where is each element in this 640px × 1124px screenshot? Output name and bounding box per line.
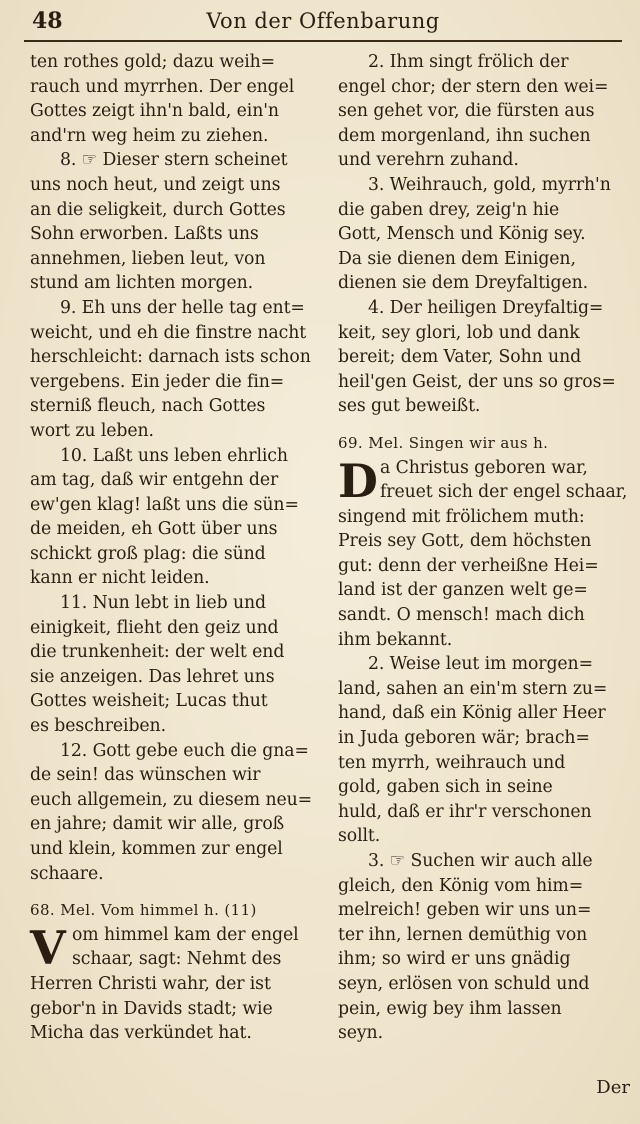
hymn-68-lines [30, 920, 322, 1046]
text-line: engel chor; der stern den wei= [338, 76, 609, 97]
text-line: ter ihn, lernen demüthig von [338, 924, 588, 945]
text-line: Da sie dienen dem Einigen, [338, 248, 576, 269]
text-line: 3. Weihrauch, gold, myrrh'n [368, 174, 611, 195]
text-line: 10. Laßt uns leben ehrlich [60, 445, 288, 466]
text-line: 8. ☞ Dieser stern scheinet [60, 150, 288, 171]
text-line: ses gut beweißt. [338, 396, 481, 417]
text-line: ihm bekannt. [338, 629, 453, 650]
text-line: die trunkenheit: der welt end [30, 642, 285, 663]
text-line: sterniß fleuch, nach Gottes [30, 396, 266, 417]
text-line: seyn, erlösen von schuld und [338, 973, 590, 994]
text-line: melreich! geben wir uns un= [338, 900, 592, 921]
text-line: 11. Nun lebt in lieb und [60, 593, 267, 614]
text-line: am tag, daß wir entgehn der [30, 470, 279, 491]
text-line: sollt. [338, 826, 381, 847]
text-line: sandt. O mensch! mach dich [338, 605, 585, 626]
text-line: uns noch heut, und zeigt uns [30, 174, 281, 195]
text-line: ew'gen klag! laßt uns die sün= [30, 494, 299, 515]
text-line: ten myrrh, weihrauch und [338, 752, 566, 773]
text-line: Sohn erworben. Laßts uns [30, 224, 259, 245]
text-line: bereit; dem Vater, Sohn und [338, 347, 582, 368]
text-line: land ist der ganzen welt ge= [338, 580, 588, 601]
text-line: es beschreiben. [30, 716, 166, 737]
text-line: Gottes zeigt ihn'n bald, ein'n [30, 101, 279, 122]
text-line: hand, daß ein König aller Heer [338, 703, 606, 724]
hymn-69-body [338, 453, 630, 1046]
text-line: 4. Der heiligen Dreyfaltig= [368, 297, 604, 318]
text-line: seyn. [338, 1023, 383, 1044]
spacer [338, 419, 630, 431]
left-column [30, 50, 322, 1110]
text-line: singend mit frölichem muth: [338, 506, 585, 527]
text-line: gleich, den König vom him= [338, 875, 584, 896]
text-line: gold, gaben sich in seine [338, 777, 553, 798]
text-line: 12. Gott gebe euch die gna= [60, 740, 309, 761]
text-line: weicht, und eh die finstre nacht [30, 322, 307, 343]
text-line: pein, ewig bey ihm lassen [338, 998, 562, 1019]
hymn-69-lines [338, 453, 630, 1046]
text-line: a Christus geboren war, [380, 457, 588, 478]
text-line: freuet sich der engel schaar, [380, 482, 628, 503]
text-line: annehmen, lieben leut, von [30, 248, 266, 269]
text-line: sie anzeigen. Das lehret uns [30, 666, 275, 687]
text-line: Herren Christi wahr, der ist [30, 973, 271, 994]
text-line: gebor'n in Davids stadt; wie [30, 998, 273, 1019]
text-line: schickt groß plag: die sünd [30, 543, 266, 564]
text-line: keit, sey glori, lob und dank [338, 322, 580, 343]
text-line: Preis sey Gott, dem höchsten [338, 531, 592, 552]
text-line: heil'gen Geist, der uns so gros= [338, 371, 616, 392]
text-line: de meiden, eh Gott über uns [30, 519, 278, 540]
spacer [30, 886, 322, 898]
right-column [338, 50, 630, 1110]
hymn-68-heading: 68. Mel. Vom himmel h. (11) [30, 901, 257, 920]
text-line: rauch und myrrhen. Der engel [30, 76, 295, 97]
text-line: dienen sie dem Dreyfaltigen. [338, 273, 588, 294]
text-line: kann er nicht leiden. [30, 568, 210, 589]
text-line: wort zu leben. [30, 420, 154, 441]
catchword: Der [596, 1077, 630, 1098]
text-line: und klein, kommen zur engel [30, 839, 283, 859]
text-line: einigkeit, flieht den geiz und [30, 617, 279, 638]
text-line: land, sahen an ein'm stern zu= [338, 678, 608, 699]
running-title: Von der Offenbarung [206, 9, 440, 33]
text-line: gut: denn der verheißne Hei= [338, 555, 599, 576]
text-line: om himmel kam der engel [72, 924, 299, 945]
text-line: und verehrn zuhand. [338, 150, 519, 171]
text-line: sen gehet vor, die fürsten aus [338, 101, 595, 122]
hymn-68-dropcap: V [30, 920, 66, 975]
left-column-text [30, 50, 322, 886]
text-line: dem morgenland, ihn suchen [338, 125, 591, 146]
text-line: and'rn weg heim zu ziehen. [30, 125, 269, 146]
right-column-text [338, 50, 630, 419]
hymn-68-body [30, 920, 322, 1046]
text-line: herschleicht: darnach ists schon [30, 347, 311, 368]
page-number: 48 [32, 8, 63, 34]
text-line: euch allgemein, zu diesem neu= [30, 789, 313, 810]
text-line: vergebens. Ein jeder die fin= [30, 371, 285, 392]
text-line: in Juda geboren wär; brach= [338, 728, 590, 749]
text-line: schaar, sagt: Nehmt des [72, 949, 282, 970]
hymn-69-heading: 69. Mel. Singen wir aus h. [338, 433, 549, 452]
text-line: ten rothes gold; dazu weih= [30, 52, 276, 72]
text-line: 3. ☞ Suchen wir auch alle [368, 851, 593, 871]
page-header [24, 6, 622, 42]
text-line: de sein! das wünschen wir [30, 765, 261, 786]
text-line: Micha das verkündet hat. [30, 1023, 252, 1044]
text-line: huld, daß er ihr'r verschonen [338, 801, 592, 822]
text-line: schaare. [30, 863, 104, 884]
text-line: Gottes weisheit; Lucas thut [30, 691, 268, 712]
text-line: en jahre; damit wir alle, groß [30, 814, 285, 835]
text-line: 2. Weise leut im morgen= [368, 654, 593, 675]
text-line: an die seligkeit, durch Gottes [30, 199, 286, 220]
text-line: 2. Ihm singt frölich der [368, 52, 569, 72]
text-line: die gaben drey, zeig'n hie [338, 199, 560, 220]
text-line: stund am lichten morgen. [30, 273, 254, 294]
hymn-69-dropcap: D [338, 453, 378, 508]
text-line: 9. Eh uns der helle tag ent= [60, 297, 305, 318]
text-line: Gott, Mensch und König sey. [338, 224, 586, 245]
text-line: ihm; so wird er uns gnädig [338, 949, 571, 970]
